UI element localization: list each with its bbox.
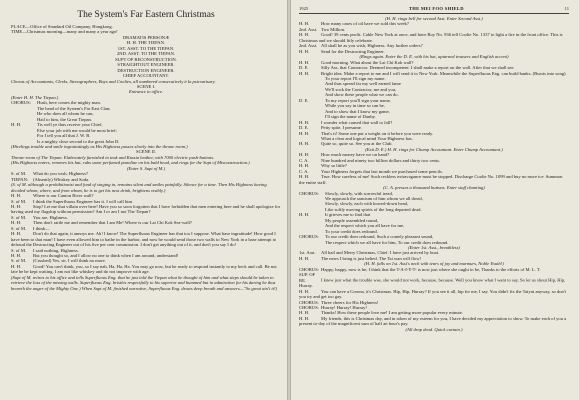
speaker-label: 1st. Asst.: [299, 250, 316, 256]
line-text: Quite so, quite so. See you at the Club.: [321, 141, 393, 147]
script-line: [11, 275, 281, 291]
play-title: The System's Far Eastern Christmas: [77, 10, 215, 20]
line-text: All shall be as you wish, Highness. Any further orders?: [321, 43, 423, 49]
speaker-label: S. of M.: [11, 225, 27, 231]
line-text: (Crushed) Yes, sir. I will think no more.: [33, 258, 106, 264]
persona-item: 1ST. ASST. TO THE TIEPAN.: [117, 45, 175, 51]
line-text: How many cases of oil have we sold this week?: [321, 21, 409, 27]
line-text: But you thought so, and I allow no one to think when I am around, understand!: [33, 253, 179, 259]
dramatis-personae-heading: DRAMATIS PERSONÆ: [122, 34, 170, 40]
line-text: Like softly moving spirits of the long departed dead.: [325, 206, 422, 212]
speaker-label: S. of M.: [11, 198, 27, 204]
line-text: To your report I'll sign my name.: [325, 75, 386, 81]
line-text: Nine hundred and ninety two billion dollars and thirty two cents.: [321, 157, 441, 163]
speaker-label: CHORUS:: [299, 305, 319, 311]
script-line: [299, 316, 569, 327]
speaker-label: CHORUS:: [299, 266, 319, 272]
line-text: Slowly, slowly, each with bowed-down head,: [325, 201, 409, 207]
line-text: (Enter 1st. Asst., breathless): [408, 245, 460, 251]
persona-item: H. H. THE TIEPAN.: [126, 40, 166, 46]
line-text: (S. of M. although a prohibitionist and fond of singing in, remains silent and smiles painfully. Silence for a time. Then His Highness having decided whom, where, and from whom, he is to get his next drink, brightens visibly.): [11, 182, 267, 193]
line-text: Don't do that again, it annoys me. Ah! I know! The Superfluous Engineer has that too I suppose. What base ingratitude! How good I have been to that man! I have even allowed him to bathe in the harbor, and now he would send those two walls to New York in a hase attempt to defraud the Destructing Engineer out of his five per cent commission. I don't get anything out of it, and don't you say I do!: [11, 231, 277, 248]
line-text: (H. H. rings bell for second Asst. Enter Second Asst.): [385, 16, 483, 21]
speaker-label: D. E.: [299, 97, 309, 103]
line-text: Else your job with me would be most brief;: [37, 127, 117, 133]
speaker-label: CHORUS:: [299, 299, 319, 305]
header-magazine-title: THE MEI FOO SHIELD: [408, 6, 464, 11]
line-text: Throne-room of The Tiepan. Elaborately furnished in teak and Russia leather, with 7000 electric push-buttons.: [11, 154, 215, 160]
speaker-label: H. H.: [299, 21, 310, 27]
line-text: (Supt of M. retires to his office and tells Superfluous Eng. that he just told the Tiepan what he thought of him and what steps should be taken to retrieve the loss of the missing walls. Superfluous Eng. bristles respectfully to his superior and hummed but in admiration for his daring he thus beareth the anger of the Mighty One.) When Supt of M. finished narrative, Superfluous Eng. draws deep breath and answers—"So great ain't it!): [11, 274, 277, 291]
line-text: Where is our Canton River wall?: [33, 193, 94, 199]
speaker-label: H. H.: [11, 253, 22, 259]
script-line: [299, 289, 569, 300]
line-text: I knew just what the trouble was, she would not work, because, because. Well you know what I want to say, So let us shout Hip, Hip, Hurray.: [299, 277, 566, 289]
line-text: I think the Superfluous Engineer has it. I will call him.: [33, 198, 134, 204]
line-text: To our credit does redound, Such a comely pleasant sound,: [325, 234, 434, 240]
script-line: [299, 327, 569, 332]
chorus-note: Chorus of Accountants, Clerks, Stenographers, Boys and Coolies, all numbered consecutively à la psicvatisary.: [11, 78, 216, 84]
persona-item: 2ND. ASST. TO THE TIEPAN.: [116, 51, 176, 57]
speaker-label: H. H.: [11, 231, 22, 237]
line-text: SCENE II.: [136, 149, 156, 155]
line-text: To your credit does redound.: [325, 228, 378, 234]
line-text: All hail and Merry Christmas, Chief. I have just arrived by boat.: [321, 250, 440, 256]
speaker-label: H. H.: [299, 141, 310, 147]
line-text: While you say in time so can be,: [325, 103, 385, 109]
speaker-label: S. of M.: [11, 214, 27, 220]
speaker-label: H. H.: [299, 212, 310, 218]
left-page-content: [11, 6, 281, 291]
speaker-label: H. H.: [11, 193, 22, 199]
speaker-label: 2nd. Asst.: [299, 26, 318, 32]
speaker-label: H. H.: [299, 48, 310, 54]
speaker-label: H. H.: [299, 174, 310, 180]
speaker-label: H. H.: [299, 255, 310, 261]
line-text: Good morning. What about the Lai Chi Kok wall?: [321, 59, 414, 65]
line-text: Bright idea. Make a report to me and I will send it to New York. Meanwhile the Superfluous Eng. can build banks. (Bursts into song): [321, 70, 566, 76]
line-text: (Enter S. Supt of M.): [126, 165, 166, 171]
speaker-label: 2nd. Asst.: [299, 43, 318, 49]
header-page-number: 11: [564, 6, 569, 11]
line-text: Happy, happy, now is he; I think that the T-A-I-Y-T- is now just where she ought to be, Thanks to the efforts of M. L. T.: [321, 266, 541, 272]
speaker-label: C. A.: [299, 168, 309, 174]
line-text: Thanks! How these people love me! I am getting more popular every minute.: [321, 310, 463, 316]
line-text: I think—: [33, 225, 50, 231]
speaker-label: D. E.: [299, 125, 309, 131]
line-text: How much money have we on hand?: [321, 152, 390, 158]
speaker-label: H. H.: [299, 59, 310, 65]
line-text: Then don't rattle me and remember that I am Me! Where is our Lai Chi Kok Sea-wall?: [33, 220, 192, 226]
right-page-content: [299, 6, 569, 332]
line-text: And thus spread far my well earned fame: [325, 81, 401, 87]
line-text: The news I bring is just belied. The Tai wan will flow!: [321, 255, 422, 261]
line-text: My people assembled round,: [325, 217, 379, 223]
line-text: Tis well ye thus receive your Chief,: [37, 122, 103, 128]
line-text: Your Highness forgets that last month we purchased some pencils.: [321, 168, 443, 174]
persona-item: SUPT OF RECONSTRUCTION.: [115, 56, 177, 62]
speaker-label: H. H.: [11, 263, 22, 269]
line-text: Why so little?: [321, 163, 347, 169]
line-text: I wonder what caused that wall to fall?: [321, 119, 393, 125]
script-line: [11, 182, 281, 193]
line-text: (All drop dead. Quick curtain.): [405, 326, 463, 332]
script-line: [11, 204, 281, 215]
line-text: You are, Highness.: [33, 214, 68, 220]
persona-item: CHIEF ACCOUNTANT.: [122, 73, 170, 79]
line-text: (Rings again. Enter the D. E. with his hat, upturned trousers and English accent): [359, 54, 509, 60]
line-text: (H. H. falls on 1st. Asst's neck with tears of joy and murmurs, Noble Youth!): [364, 261, 504, 267]
speaker-label: H. H.: [299, 70, 310, 76]
line-text: My friends, this is Christmas day, and in token of my esteem for you, I have decided my appreciation to show. To make each of you a present to-day of the magnificent sum of half an hour's pay.: [299, 315, 567, 327]
speaker-label: H. H.: [11, 122, 22, 128]
speaker-label: CHORUS:: [11, 100, 31, 106]
speaker-label: SUP. OF RE.: [299, 272, 316, 283]
line-text: What do you wish, Highness?: [33, 171, 88, 177]
line-text: And show these people what we can do.: [325, 92, 399, 98]
line-text: Send for the Destructing Engineer.: [321, 48, 385, 54]
script-line: [299, 272, 569, 288]
scene-1-heading: SCENE I.: [136, 83, 156, 89]
line-text: To my report you'll sign your name,: [325, 97, 391, 103]
line-text: We'll sock the Contractor, me and you,: [325, 86, 397, 92]
line-text: Slowly, slowly, with sorrowful tread,: [325, 190, 393, 196]
line-text: (Enter H. H. The Tiepan.): [11, 94, 59, 100]
right-script-lines: [299, 16, 569, 332]
right-page: [291, 0, 579, 400]
line-text: Hush, here comes the mighty man.: [37, 100, 101, 106]
line-text: Petty spite, I presume.: [321, 125, 362, 131]
line-text: Silly Ass, that Contractor. Deemed incompetent. I shall make a report on the wall. After that we shall see.: [321, 65, 515, 71]
persona-item: STRAIGHTOUT ENGINEER.: [117, 62, 175, 68]
line-text: It grieves me to find that: [325, 212, 371, 218]
speaker-label: CHORUS:: [299, 234, 319, 240]
speaker-label: TIEPAN:: [11, 176, 29, 182]
line-text: I'll sign the name of Danby.: [325, 114, 376, 120]
line-text: For I tell you all that J. W. B.: [37, 133, 91, 139]
speaker-label: H. H.: [299, 130, 310, 136]
speaker-label: H. H.: [299, 163, 310, 169]
line-text: (Exit D. E.) H. H. rings for Chump Accountant. Enter Chump Accountant.): [365, 146, 503, 152]
line-text: He who does all whom he can,: [37, 111, 94, 117]
line-text: You can have a Corona, it's Christmas. Hip, Hip, Hurray? If you see it all, hip for me, I say. You didn't fix the Taiyut anyway, so don't you try and get too gay.: [299, 288, 566, 300]
line-text: And to show that I know my game,: [325, 108, 390, 114]
script-line: [299, 32, 569, 43]
speaker-label: S. of M.: [11, 258, 27, 264]
persona-item: DESTRUCTION ENGINEER.: [117, 67, 175, 73]
line-text: Stop! Let me that villain over here! Have you so soon forgotten that I have forbidden that men entering here and he shall apologize for having used my flagship without permission? Am I or am I not The Tiepan?: [11, 203, 281, 215]
line-text: I said nothing, Highness.: [33, 247, 79, 253]
speaker-label: H. H.: [11, 220, 22, 226]
line-text: (C. A. presses a thousand buttons. Enter staff chanting): [383, 185, 485, 191]
line-text: (Absently) Whiskey and Soda.: [33, 176, 90, 182]
line-text: We approach the sanctum of him whom we all dread,: [325, 195, 423, 201]
speaker-label: H. H.: [11, 203, 22, 209]
line-text: The head of the System's Far East Clan;: [37, 105, 111, 111]
script-line: [11, 264, 281, 275]
speaker-label: S. of M.: [11, 247, 27, 253]
speaker-label: H. H.: [299, 315, 310, 321]
script-line: [299, 174, 569, 185]
running-header: [299, 6, 569, 14]
left-page: [0, 0, 287, 400]
speaker-label: H. H.: [299, 288, 310, 294]
place-line: PLACE—Office of Standard Oil Company, Hongkong.: [11, 24, 113, 29]
speaker-label: D. E.: [299, 65, 309, 71]
line-text: And the respect which you all have for me,: [325, 223, 405, 229]
line-text: That's it! Some one put a weight on it before you were ready.: [321, 130, 434, 136]
line-text: Is a mighty close second to the great John D.: [37, 138, 120, 144]
speaker-label: S. of M.: [11, 171, 27, 177]
time-line: TIME—Christmas morning—many and many a year ago!: [11, 29, 118, 35]
speaker-label: H. H.: [299, 310, 310, 316]
line-text: Good! You can't think, you, so I say nah. Ha, Ha, Ha. You may go now, but be ready to respond instantly to my beck and call. Be not late he be kept waiting. I am not like whiskey and do not improve with age.: [11, 263, 277, 275]
line-text: Hurray! Hurray! Hurray!: [321, 305, 367, 311]
dramatis-personae-list: [11, 40, 281, 78]
line-text: The respect which we all have for him, To our credit does redound.: [325, 239, 449, 245]
line-text: True. How careless of me! Such reckless extravagance must be stopped. Discharge Coolie No. 1099 and buy no more ice. Summon the entire staff.: [299, 174, 563, 185]
line-text: What a clear and logical mind Your Highness has.: [321, 135, 413, 141]
header-year: 1925: [299, 6, 309, 11]
line-text: Good! 39 cents profit. Cable New York at once, and have Boy No. 936 tell Coolie No. 1337 to light a fire in the front office. This is Christmas and we should fitly celebrate.: [299, 32, 563, 43]
line-text: (His Highness enters, removes his hat, rubs some perfumed panoline on his bald head, and rings for the Supt of Misconstruction.): [11, 160, 250, 166]
speaker-label: C. A.: [299, 157, 309, 163]
speaker-label: H. H.: [299, 32, 310, 38]
line-text: Hail to him, the Great Tiepan.: [37, 116, 92, 122]
line-text: Two Million.: [321, 26, 346, 32]
speaker-label: H. H.: [299, 119, 310, 125]
script-line: [11, 231, 281, 247]
line-text: (Hirelings trouble and smile ingratiatingly as His Highness passes slowly into the throne room.): [11, 143, 188, 149]
scene-1-subheading: Entrance to office.: [128, 89, 164, 95]
speaker-label: CHORUS:: [299, 190, 319, 196]
speaker-label: H. H.: [299, 152, 310, 158]
line-text: Three cheers for His Highness!: [321, 299, 379, 305]
left-script-lines: [11, 95, 281, 291]
